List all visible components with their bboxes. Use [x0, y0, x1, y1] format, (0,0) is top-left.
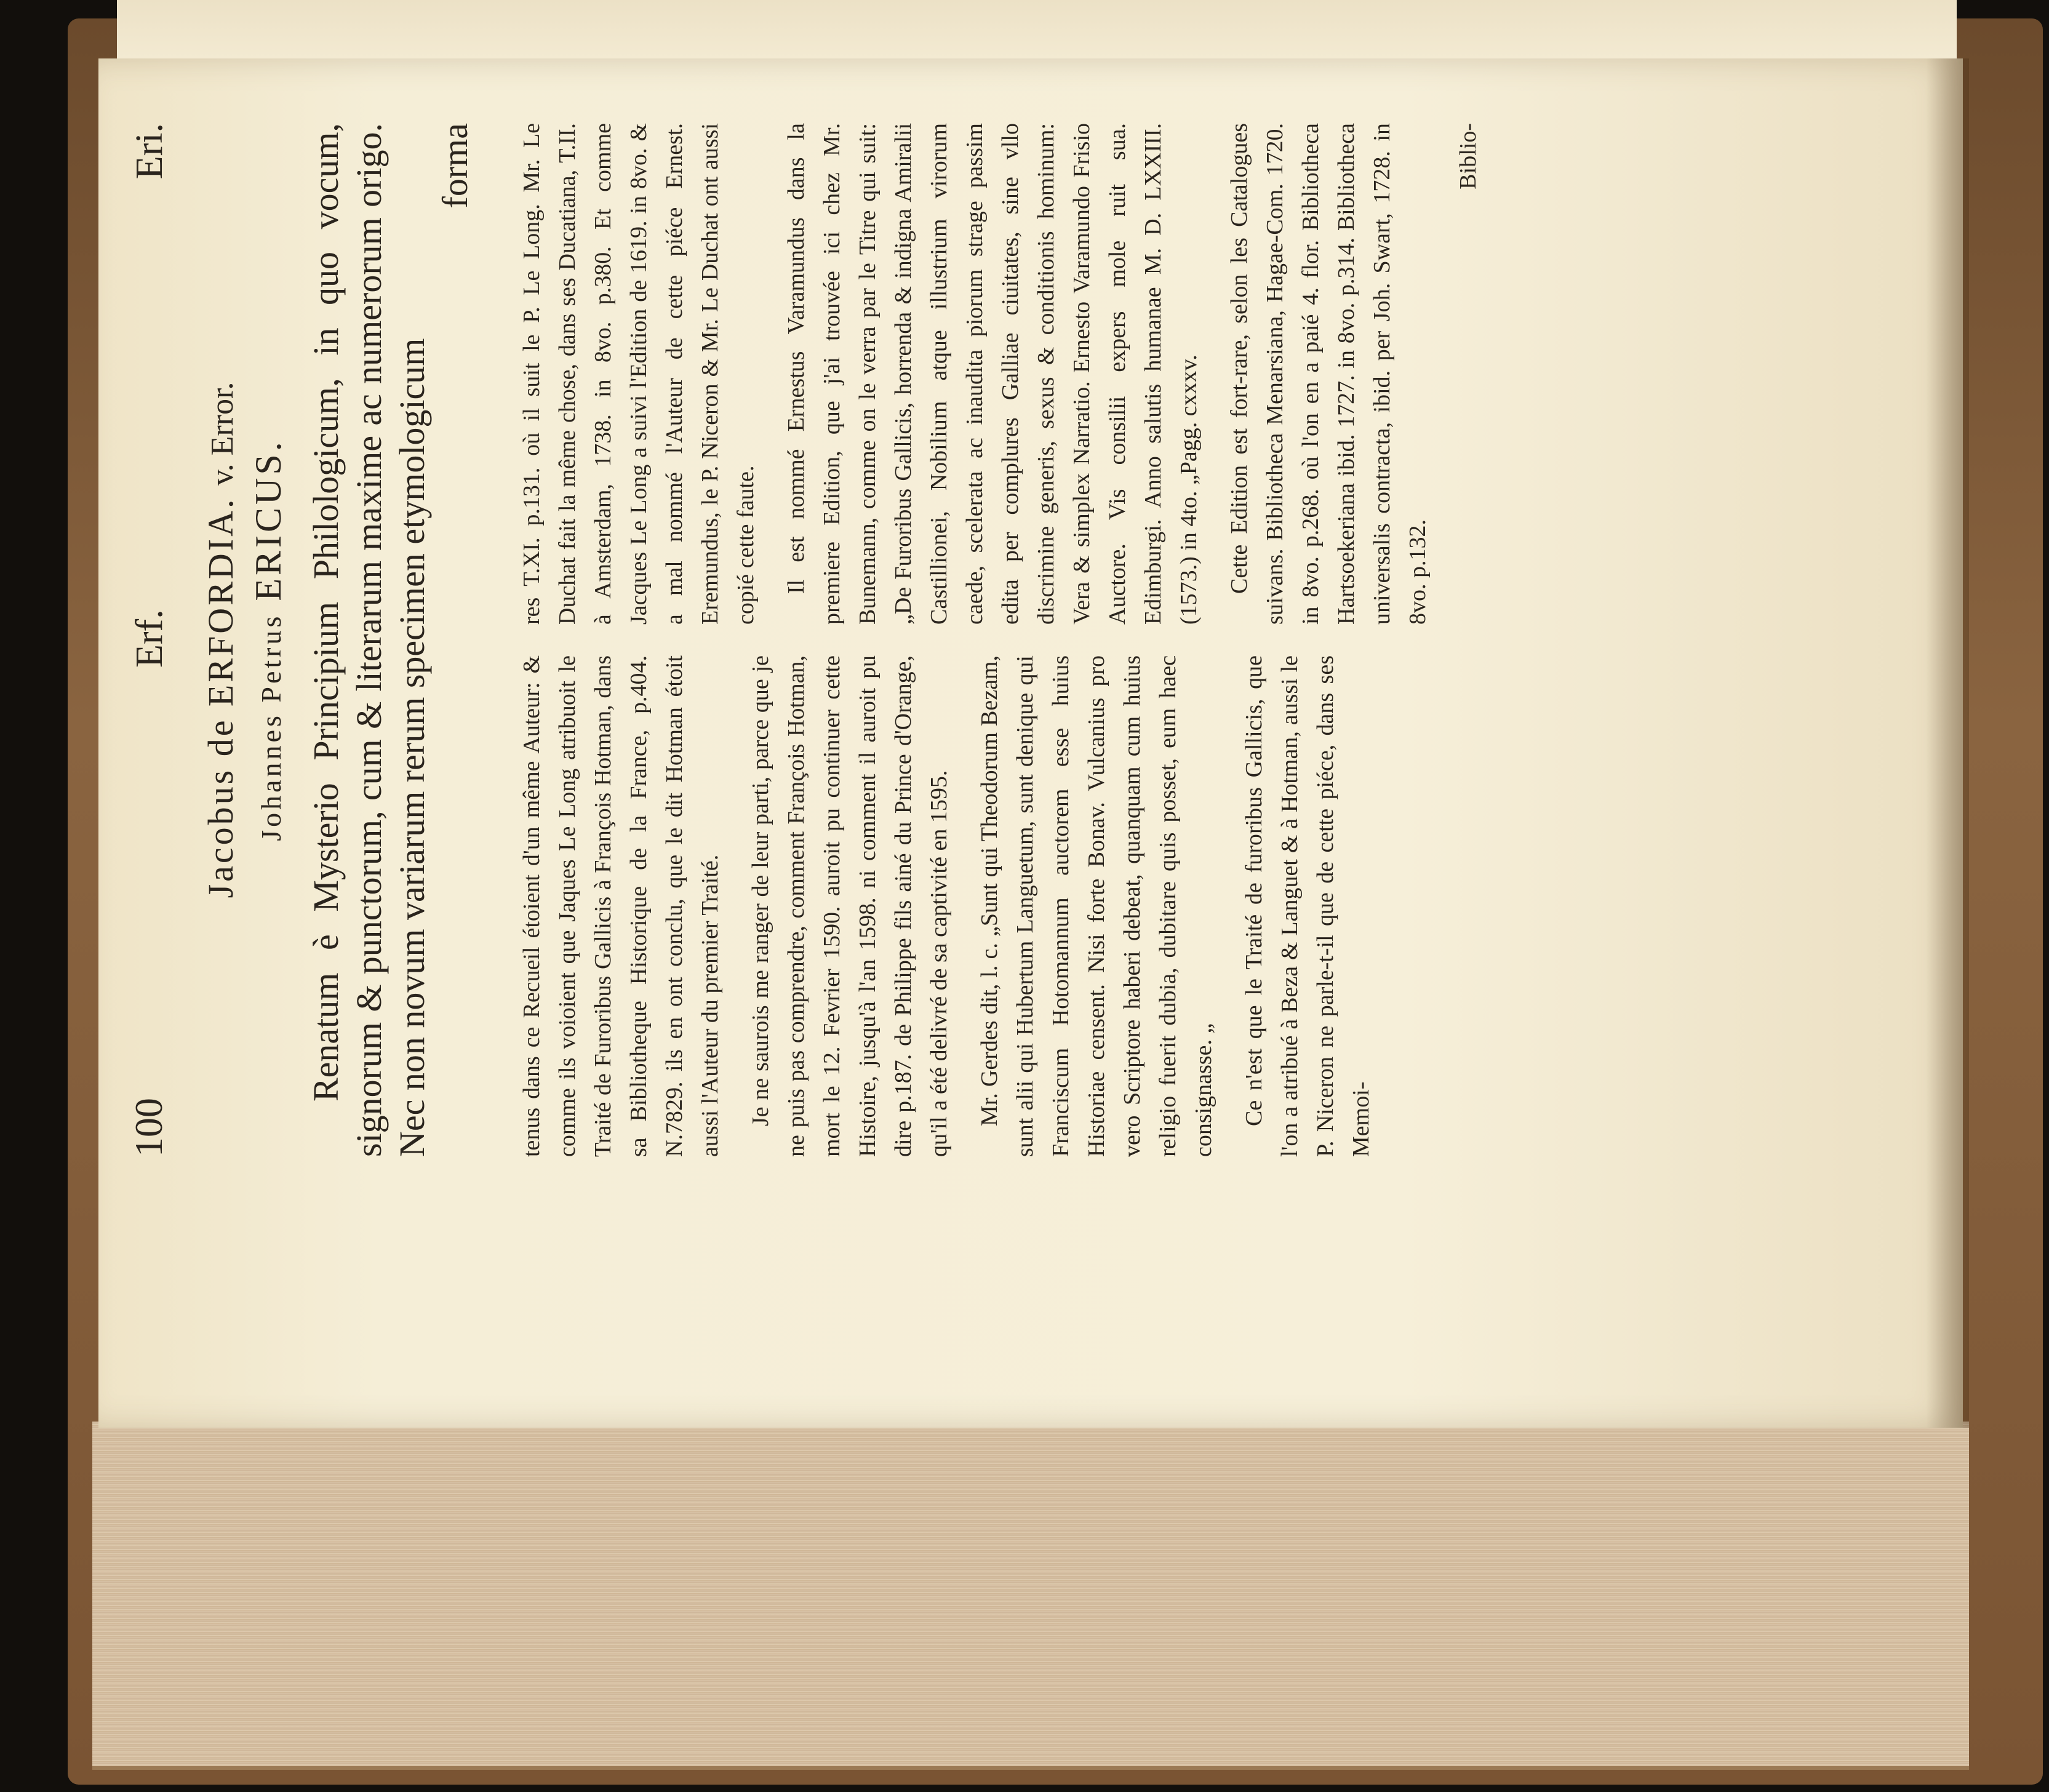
entry-name-1: Jacobus de: [201, 718, 241, 898]
page-text: [126, 98, 1800, 1182]
page-fore-edge: [92, 1422, 1969, 1770]
running-head: [126, 123, 194, 1157]
subject-heading: [247, 123, 290, 1157]
title-text: Renatum è Mysterio Principium Philologicum, in quo vocum, signorum & punctorum, cum & literarum maxime ac numerorum origo. Nec non novum variarum rerum specimen etymologicum: [306, 123, 432, 1157]
right-column: [514, 123, 1486, 625]
gutter-shadow: [1926, 58, 1969, 1428]
left-column: [514, 655, 1486, 1157]
page-number: 100: [127, 1098, 170, 1157]
entry-cross-ref: v. Error.: [205, 382, 240, 486]
facing-page-edge: [117, 0, 1957, 60]
running-head-right: Eri.: [129, 123, 170, 180]
entry-heading: [200, 123, 241, 1157]
entry-name-2: ERFORDIA.: [201, 497, 241, 707]
catchword: Biblio-: [1455, 123, 1481, 190]
two-column-body: [514, 123, 1486, 1157]
paragraph: Ce n'est que le Traité de furoribus Gallicis, que l'on a atribué à Beza & Languet & à Hotman, aussi le P. Niceron ne parle-t-il que de cette piéce, dans ses Memoi-: [1241, 655, 1374, 1157]
subject-surname: ERICUS.: [248, 439, 289, 601]
subject-name: Johannes Petrus: [255, 613, 287, 841]
paragraph: res T.XI. p.131. où il suit le P. Le Long. Mr. Le Duchat fait la même chose, dans ses Ducatiana, T.II. à Amsterdam, 1738. in 8vo. p.380. Et comme Jacques Le Long a suivi l'Edition de 1619. in 8vo. & a mal nommé l'Auteur de cette piéce Ernest. Eremundus, le P. Niceron & Mr. Le Duchat ont aussi copié cette faute.: [519, 123, 759, 625]
title-paragraph: [305, 123, 477, 1157]
title-ending: forma: [435, 123, 475, 209]
running-head-left: Erf.: [129, 609, 170, 668]
paragraph: tenus dans ce Recueil étoient d'un même Auteur: & comme ils voioient que Jaques Le Long atribuoit le Traité de Furoribus Gallicis à François Hotman, dans sa Bibliotheque Historique de la France, p.404. N.7829. ils en ont conclu, que le dit Hotman étoit aussi l'Auteur du premier Traité.: [519, 655, 723, 1157]
paragraph: Mr. Gerdes dit, l. c. „Sunt qui Theodorum Bezam, sunt alii qui Hubertum Languetum, sunt denique qui Franciscum Hotomannum auctorem esse huius Historiae censent. Nisi forte Bonav. Vulcanius pro vero Scriptore haberi debeat, quanquam cum huius religio fuerit dubia, dubitare quis posset, eum haec consignasse. „: [977, 655, 1216, 1157]
paragraph: Je ne saurois me ranger de leur parti, parce que je ne puis pas comprendre, comment François Hotman, mort le 12. Fevrier 1590. auroit pu continuer cette Histoire, jusqu'à l'an 1598. ni comment il auroit pu dire p.187. de Philippe fils ainé du Prince d'Orange, qu'il a été delivré de sa captivité en 1595.: [748, 655, 952, 1157]
paragraph: Il est nommé Ernestus Varamundus dans la premiere Edition, que j'ai trouvée ici chez Mr. Bunemann, comme on le verra par le Titre qui suit: „De Furoribus Gallicis, horrenda & indigna Amiralii Castillionei, Nobilium atque illustrium virorum caede, scelerata ac inaudita piorum strage passim edita per complures Galliae ciuitates, sine vllo discrimine generis, sexus & conditionis hominum: Vera & simplex Narratio. Ernesto Varamundo Frisio Auctore. Vis consilii expers mole ruit sua. Edimburgi. Anno salutis humanae M. D. LXXIII. (1573.) in 4to. „Pagg. cxxxv.: [783, 123, 1202, 625]
paragraph: Cette Edition est fort-rare, selon les Catalogues suivans. Bibliotheca Menarsiana, Hagae-Com. 1720. in 8vo. p.268. où l'on en a paié 4. flor. Bibliotheca Hartsoekeriana ibid. 1727. in 8vo. p.314. Bibliotheca universalis contracta, ibid. per Joh. Swart, 1728. in 8vo. p.132.: [1226, 123, 1431, 625]
